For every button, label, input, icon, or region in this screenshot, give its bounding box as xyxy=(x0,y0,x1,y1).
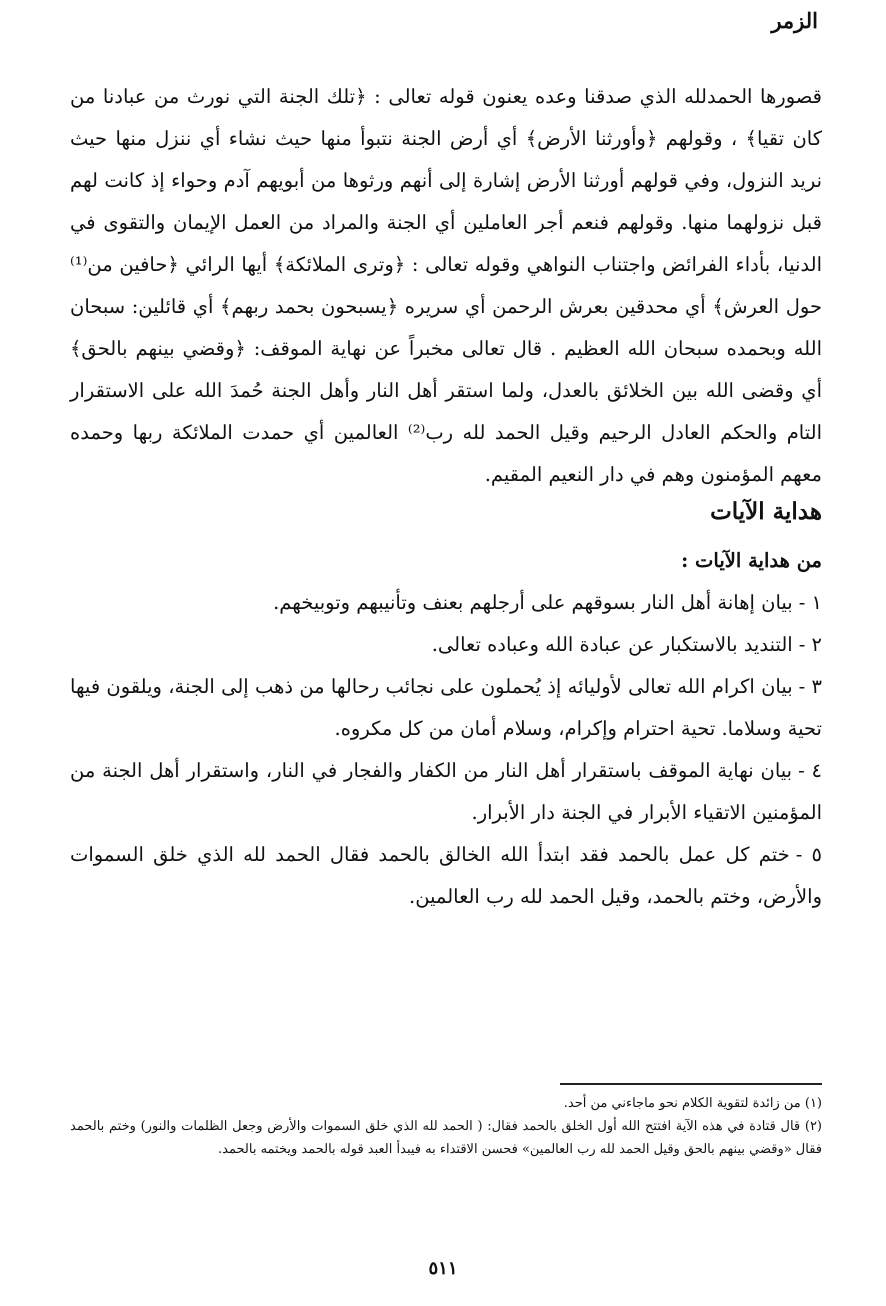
guidance-item-text: بيان إهانة أهل النار بسوقهم على أرجلهم بعنف وتأنيبهم وتوبيخهم. xyxy=(273,591,793,614)
footnotes xyxy=(70,1092,822,1161)
guidance-item-text: بيان نهاية الموقف باستقرار أهل النار من الكفار والفجار في النار، واستقرار أهل الجنة من المؤمنين الاتقياء الأبرار في الجنة دار الأبرار. xyxy=(70,759,822,824)
guidance-item-text: التنديد بالاستكبار عن عبادة الله وعباده تعالى. xyxy=(431,633,793,656)
guidance-item xyxy=(70,834,822,918)
guidance-item-number: ١ - xyxy=(798,591,822,614)
tafsir-body xyxy=(70,76,822,496)
footnote-2: (٢) قال قتادة في هذه الآية افتتح الله أول الخلق بالحمد فقال: ( الحمد لله الذي خلق السموات والأرض وجعل الظلمات والنور) وختم بالحمد فقال «وقضي بينهم بالحق وقيل الحمد لله رب العالمين» فحسن الاقتداء به فيبدأ العبد قوله بالحمد ويختمه بالحمد. xyxy=(70,1119,822,1157)
section-title: هداية الآيات xyxy=(710,498,822,525)
guidance-item xyxy=(70,582,822,624)
guidance-section xyxy=(70,540,822,918)
guidance-item-number: ٣ - xyxy=(798,675,822,698)
guidance-item-number: ٢ - xyxy=(798,633,822,656)
guidance-item-number: ٥ - xyxy=(795,843,822,866)
tafsir-paragraph: قصورها الحمدلله الذي صدقنا وعده يعنون قوله تعالى : ﴿تلك الجنة التي نورث من عبادنا من كان تقيا﴾ ، وقولهم ﴿وأورثنا الأرض﴾ أي أرض الجنة نتبوأ منها حيث نشاء أي ننزل منها حيث نريد النزول، وفي قولهم أورثنا الأرض إشارة إلى أنهم ورثوها من أبويهم آدم وحواء إذ كانت لهم قبل نزولهما منها. وقولهم فنعم أجر العاملين أي الجنة والمراد من العمل الإيمان والتقوى في الدنيا، بأداء الفرائض واجتناب النواهي وقوله تعالى : ﴿وترى الملائكة﴾ أيها الرائي ﴿حافين من⁽¹⁾ حول العرش﴾ أي محدقين بعرش الرحمن أي سريره ﴿يسبحون بحمد ربهم﴾ أي قائلين: سبحان الله وبحمده سبحان الله العظيم . قال تعالى مخبراً عن نهاية الموقف: ﴿وقضي بينهم بالحق﴾ أي وقضى الله بين الخلائق بالعدل، ولما استقر أهل النار وأهل الجنة حُمدَ الله على الاستقرار التام والحكم العادل الرحيم وقيل الحمد لله رب⁽²⁾ العالمين أي حمدت الملائكة ربها وحمده معهم المؤمنون وهم في دار النعيم المقيم. xyxy=(70,85,822,486)
guidance-intro: من هداية الآيات : xyxy=(681,549,822,572)
guidance-list xyxy=(70,582,822,918)
guidance-item xyxy=(70,750,822,834)
guidance-item-number: ٤ - xyxy=(798,759,822,782)
footnote-divider xyxy=(560,1083,822,1085)
running-header-surah-title: الزمر xyxy=(771,8,818,33)
guidance-item xyxy=(70,624,822,666)
guidance-item-text: ختم كل عمل بالحمد فقد ابتدأ الله الخالق بالحمد فقال الحمد لله الذي خلق السموات والأرض، وختم بالحمد، وقيل الحمد لله رب العالمين. xyxy=(70,843,822,908)
footnote-1: (١) من زائدة لتقوية الكلام نحو ماجاءني من أحد. xyxy=(563,1096,822,1111)
guidance-item-text: بيان اكرام الله تعالى لأوليائه إذ يُحملون على نجائب رحالها من ذهب إلى الجنة، ويلقون فيها تحية وسلاما. تحية احترام وإكرام، وسلام أمان من كل مكروه. xyxy=(70,675,822,740)
page-number: ٥١١ xyxy=(428,1258,458,1279)
guidance-item xyxy=(70,666,822,750)
